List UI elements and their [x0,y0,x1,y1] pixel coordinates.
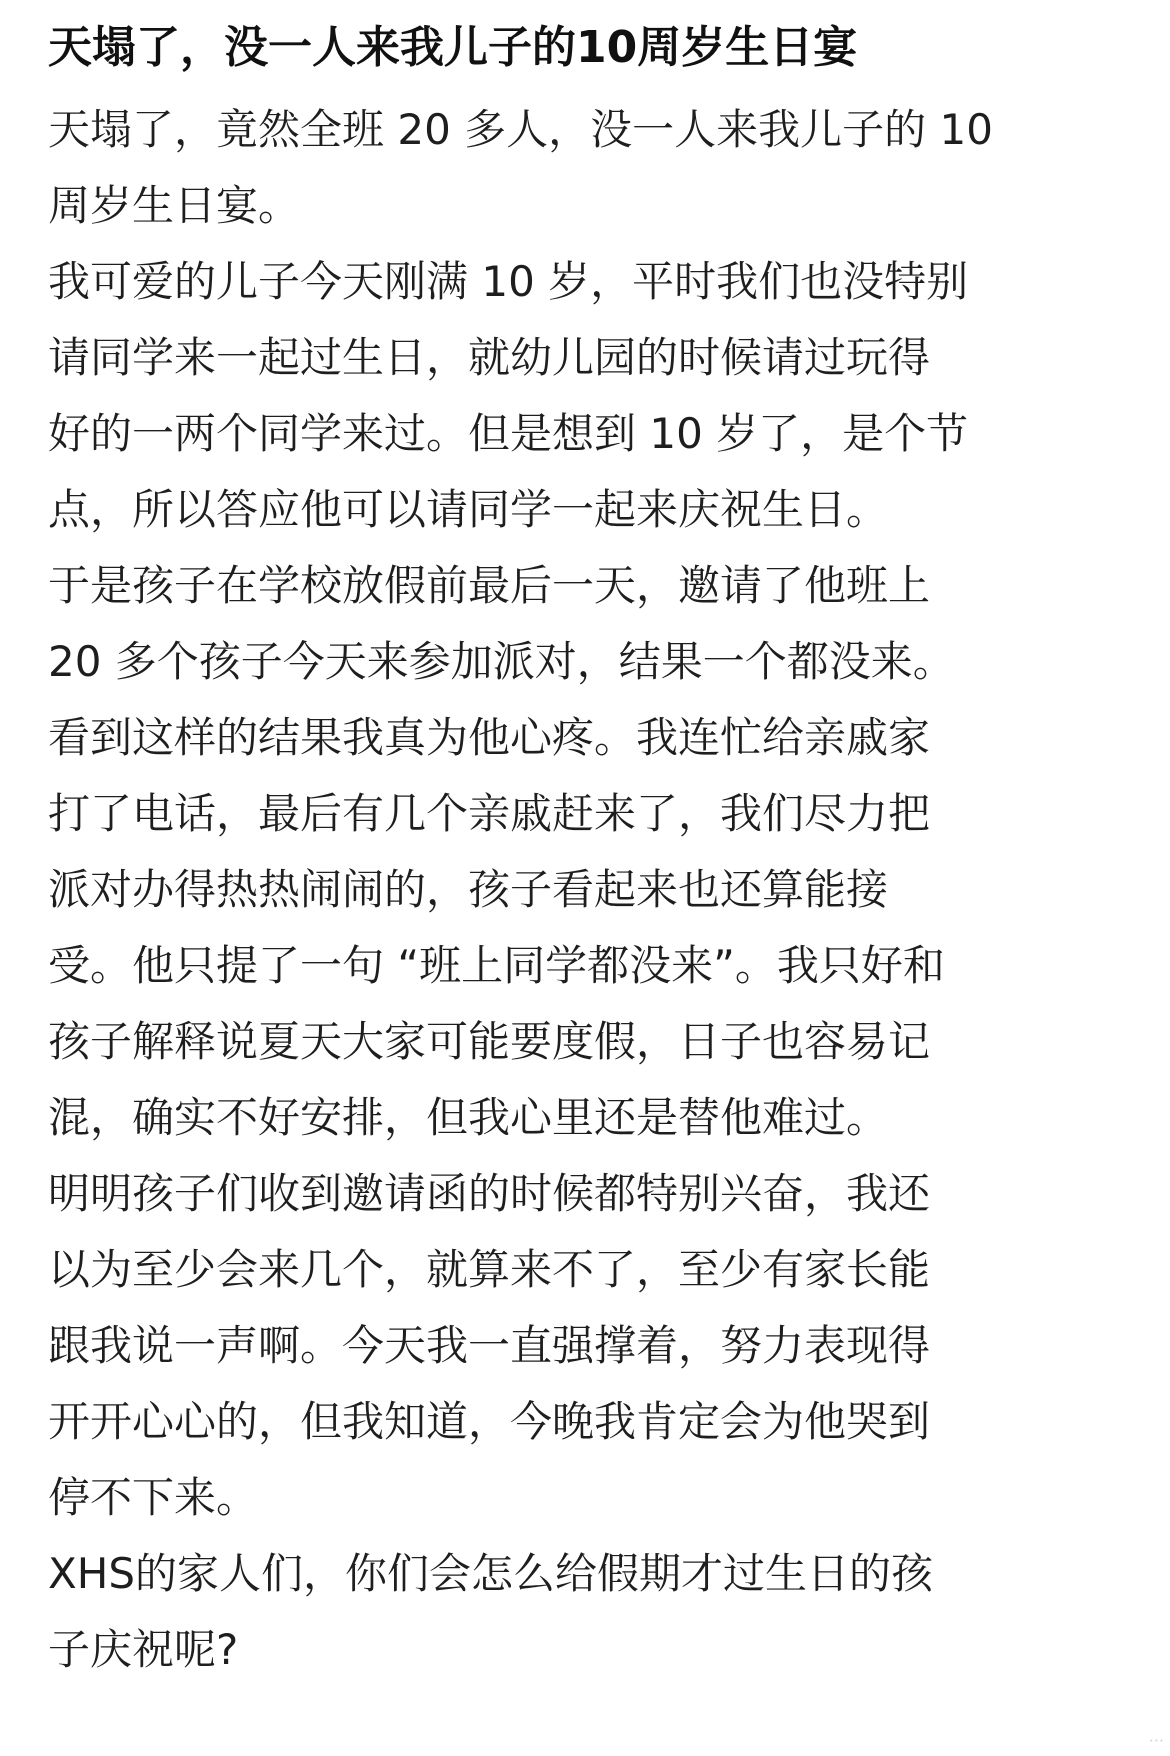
body-line: 点，所以答应他可以请同学一起来庆祝生日。 [48,485,889,534]
body-line: 跟我说一声啊。今天我一直强撑着，努力表现得 [48,1321,931,1370]
body-line: 看到这样的结果我真为他心疼。我连忙给亲戚家 [48,713,931,762]
body-line: 受。他只提了一句 “班上同学都没来”。我只好和 [48,941,945,990]
body-line: 明明孩子们收到邀请函的时候都特别兴奋，我还 [48,1169,931,1218]
body-line: 请同学来一起过生日，就幼儿园的时候请过玩得 [48,333,931,382]
body-line: 打了电话，最后有几个亲戚赶来了，我们尽力把 [48,789,931,838]
body-line: 20 多个孩子今天来参加派对，结果一个都没来。 [48,637,955,686]
post-content [48,20,1128,1688]
body-line: 子庆祝呢? [48,1625,239,1674]
watermark: ··· [1148,1731,1164,1750]
body-line: 于是孩子在学校放假前最后一天，邀请了他班上 [48,561,931,610]
body-line: 以为至少会来几个，就算来不了，至少有家长能 [48,1245,931,1294]
body-line: 天塌了，竟然全班 20 多人，没一人来我儿子的 10 [48,105,993,154]
body-line: 停不下来。 [48,1473,259,1522]
body-line: 派对办得热热闹闹的，孩子看起来也还算能接 [48,865,889,914]
body-line: 孩子解释说夏天大家可能要度假，日子也容易记 [48,1017,931,1066]
post-title: 天塌了，没一人来我儿子的10周岁生日宴 [48,22,858,73]
body-line: 周岁生日宴。 [48,181,301,230]
body-line: 开开心心的，但我知道，今晚我肯定会为他哭到 [48,1397,931,1446]
body-line: 混，确实不好安排，但我心里还是替他难过。 [48,1093,889,1142]
body-line: 好的一两个同学来过。但是想到 10 岁了，是个节 [48,409,969,458]
body-line: XHS的家人们，你们会怎么给假期才过生日的孩 [48,1549,934,1598]
body-line: 我可爱的儿子今天刚满 10 岁，平时我们也没特别 [48,257,969,306]
post-body [48,92,1128,1688]
